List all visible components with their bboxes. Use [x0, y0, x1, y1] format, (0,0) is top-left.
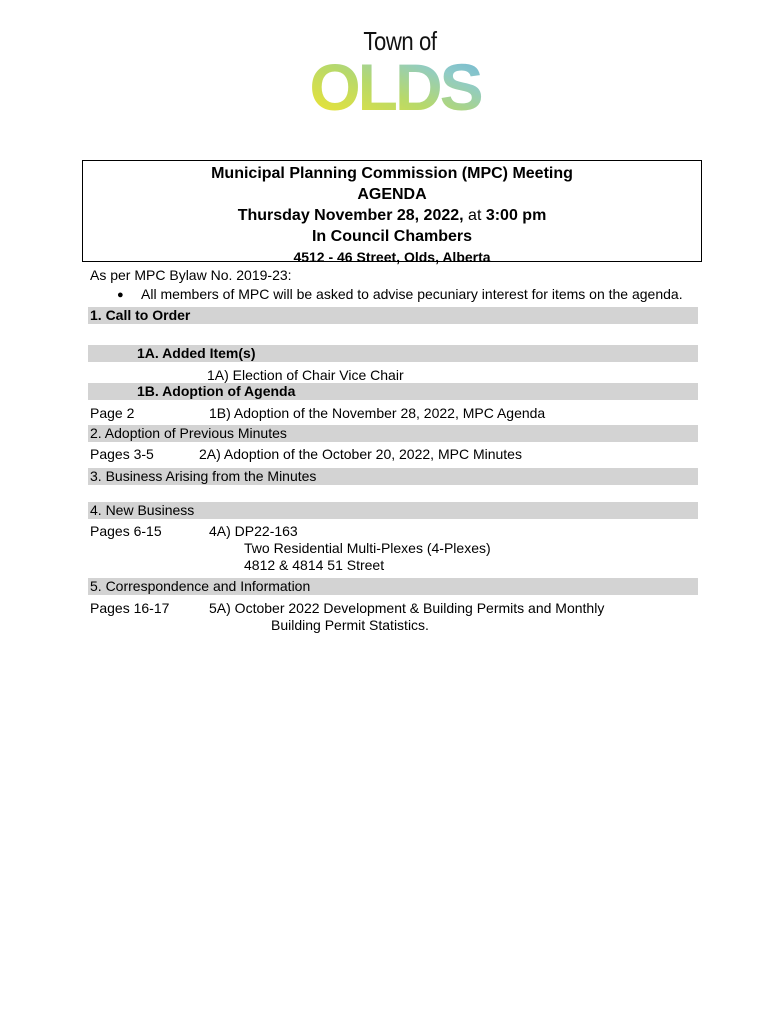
item-4a-address: 4812 & 4814 51 Street: [244, 557, 385, 573]
town-logo: [300, 26, 490, 118]
item-1a: 1A) Election of Chair Vice Chair: [207, 367, 404, 383]
section-adoption-minutes: 2. Adoption of Previous Minutes: [90, 425, 287, 441]
agenda-title: AGENDA: [357, 186, 427, 203]
page-ref-1b: Page 2: [90, 405, 135, 421]
page-ref-5a: Pages 16-17: [90, 600, 170, 616]
page-ref-2a: Pages 3-5: [90, 446, 154, 462]
meeting-date: Thursday November 28, 2022,: [237, 207, 464, 224]
logo-town-of-text: Town of: [363, 26, 437, 56]
item-5a-continued: Building Permit Statistics.: [271, 617, 429, 633]
page-ref-4a: Pages 6-15: [90, 523, 162, 539]
meeting-location: In Council Chambers: [311, 228, 473, 245]
olds-logo-graphic: [300, 58, 490, 118]
item-1b: 1B) Adoption of the November 28, 2022, MPC Agenda: [209, 405, 546, 421]
meeting-datetime: [83, 205, 701, 226]
meeting-at: at: [463, 207, 486, 224]
bylaw-intro: As per MPC Bylaw No. 2019-23:: [90, 267, 292, 283]
item-5a: 5A) October 2022 Development & Building Permits and Monthly: [209, 600, 605, 616]
meeting-title: Municipal Planning Commission (MPC) Meeting: [211, 165, 573, 182]
bylaw-bullet-text: All members of MPC will be asked to advise pecuniary interest for items on the agenda.: [141, 286, 683, 302]
section-adoption-of-agenda: 1B. Adoption of Agenda: [137, 383, 296, 399]
item-4a-description: Two Residential Multi-Plexes (4-Plexes): [244, 540, 491, 556]
bullet-icon: ●: [117, 289, 124, 301]
agenda-header: [82, 160, 702, 265]
section-correspondence: 5. Correspondence and Information: [90, 578, 311, 594]
logo-olds-text: OLDS: [309, 58, 481, 118]
section-new-business: 4. New Business: [90, 502, 195, 518]
section-business-arising: 3. Business Arising from the Minutes: [90, 468, 317, 484]
item-2a: 2A) Adoption of the October 20, 2022, MPC Minutes: [199, 446, 522, 462]
section-call-to-order: 1. Call to Order: [90, 307, 191, 323]
meeting-time: 3:00 pm: [485, 207, 547, 224]
meeting-address: 4512 - 46 Street, Olds, Alberta: [293, 249, 491, 265]
item-4a: 4A) DP22-163: [209, 523, 298, 539]
section-added-items: 1A. Added Item(s): [137, 345, 256, 361]
